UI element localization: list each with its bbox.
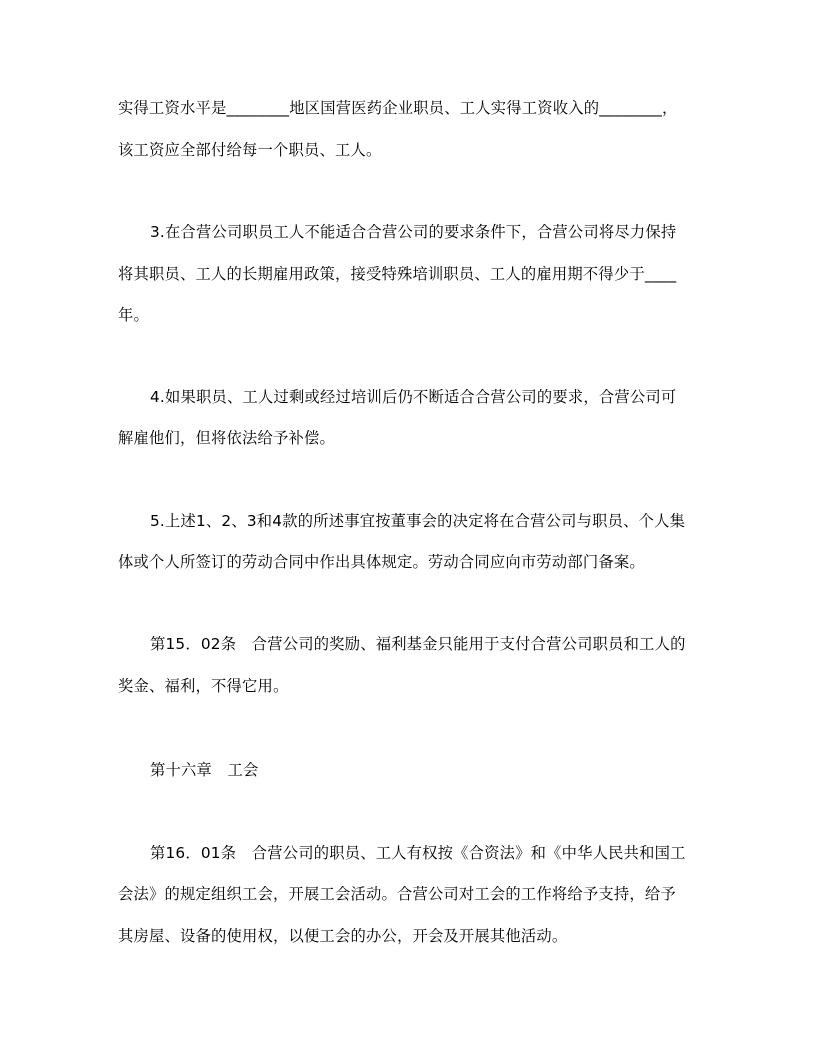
paragraph-3-line-2: 解雇他们，但将依法给予补偿。 (118, 429, 335, 447)
paragraph-3-line-1: 4.如果职员、工人过剩或经过培训后仍不断适合合营公司的要求，合营公司可 (150, 388, 677, 406)
paragraph-2-line-1: 3.在合营公司职员工人不能适合合营公司的要求条件下，合营公司将尽力保持 (150, 223, 677, 241)
paragraph-5-line-2: 奖金、福利，不得它用。 (118, 677, 289, 695)
chapter-heading: 第十六章 工会 (150, 761, 259, 779)
paragraph-6-line-2: 会法》的规定组织工会，开展工会活动。合营公司对工会的工作将给予支持，给予 (118, 885, 676, 903)
paragraph-1-line-1: 实得工资水平是________地区国营医药企业职员、工人实得工资收入的________， (118, 99, 678, 117)
paragraph-4-line-2: 体或个人所签订的劳动合同中作出具体规定。劳动合同应向市劳动部门备案。 (118, 553, 645, 571)
paragraph-2-line-2: 将其职员、工人的长期雇用政策，接受特殊培训职员、工人的雇用期不得少于____ (118, 265, 677, 283)
paragraph-5-line-1: 第15．02条 合营公司的奖励、福利基金只能用于支付合营公司职员和工人的 (150, 635, 686, 653)
paragraph-4-line-1: 5.上述1、2、3和4款的所述事宜按董事会的决定将在合营公司与职员、个人集 (150, 512, 686, 530)
paragraph-2-line-3: 年。 (118, 306, 149, 324)
paragraph-6-line-3: 其房屋、设备的使用权，以便工会的办公，开会及开展其他活动。 (118, 927, 568, 945)
paragraph-6-line-1: 第16．01条 合营公司的职员、工人有权按《合资法》和《中华人民共和国工 (150, 844, 686, 862)
paragraph-1-line-2: 该工资应全部付给每一个职员、工人。 (118, 141, 382, 159)
